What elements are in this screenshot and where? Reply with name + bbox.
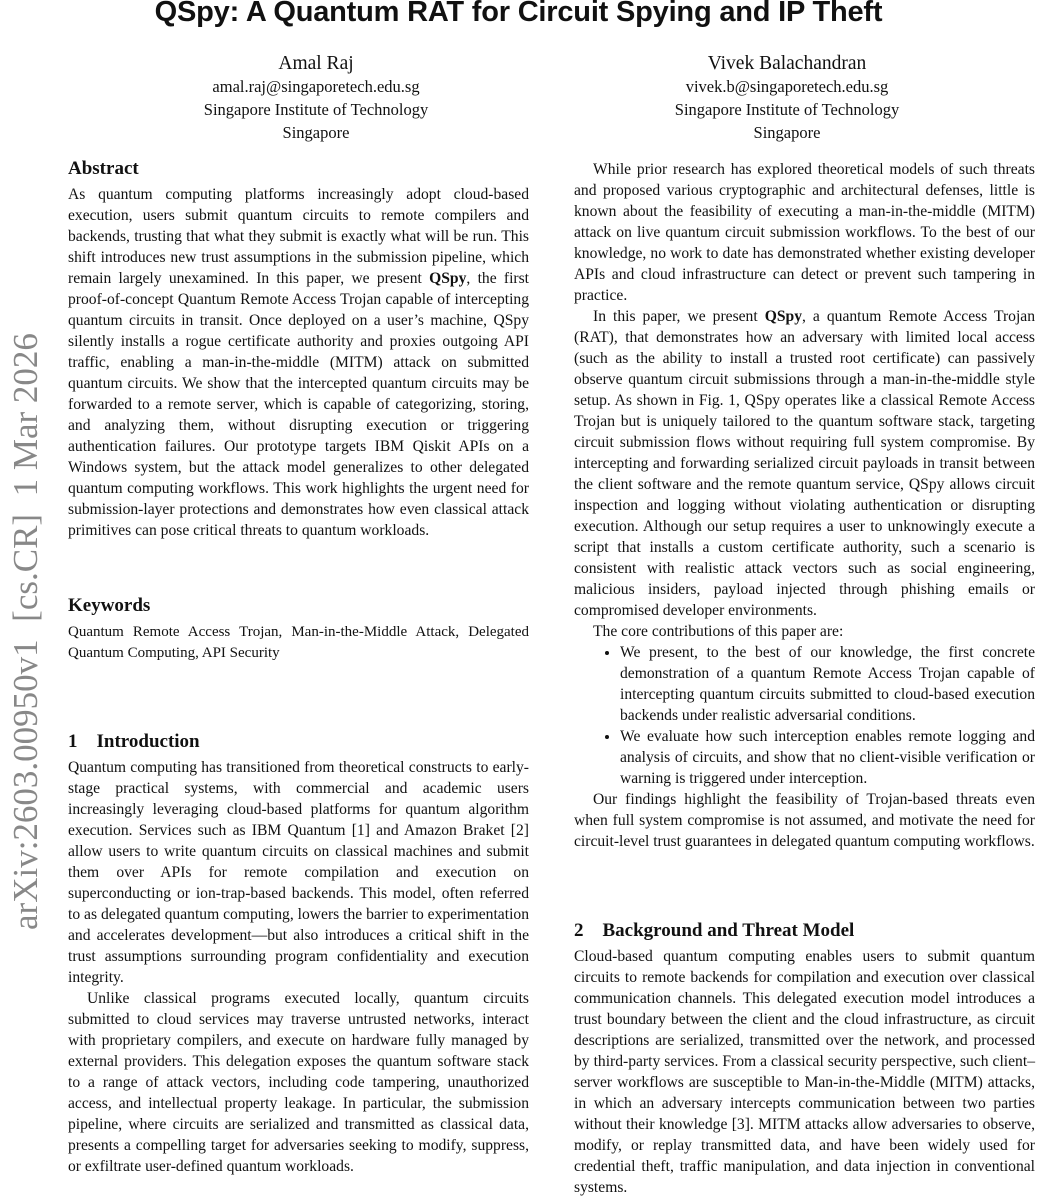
contributions-list: [574, 642, 1035, 789]
qspy-bold: QSpy: [764, 308, 802, 325]
author-country: Singapore: [753, 123, 821, 142]
intro-paragraph: The core contributions of this paper are:: [593, 623, 844, 640]
abstract-heading: Abstract: [68, 158, 139, 179]
author-block-1: [106, 52, 526, 144]
contribution-item: • We present, to the best of our knowledge, the first concrete demonstration of a quantum Remote Access Trojan capable of intercepting quantum circuits submitted to cloud-based execution backends under realistic adversarial conditions.: [620, 642, 1035, 726]
contribution-item: • We evaluate how such interception enables remote logging and analysis of circuits, and show that no client-visible verification or warning is triggered under interception.: [620, 726, 1035, 789]
intro-paragraph: Unlike classical programs executed locally, quantum circuits submitted to cloud services may traverse untrusted networks, interact with proprietary compilers, and execute on hardware fully managed by external providers. This delegation exposes the quantum software stack to a range of attack vectors, including code tampering, unauthorized access, and intellectual property leakage. In particular, the submission pipeline, where circuits are serialized and transmitted as classical data, presents a compelling target for adversaries seeking to modify, suppress, or exfiltrate user-defined quantum workloads.: [68, 990, 529, 1175]
abstract-text-part: As quantum computing platforms increasingly adopt cloud-based execution, users submit quantum circuits to remote compilers and backends, trusting that what they submit is exactly what will be run. This shift introduces new trust assumptions in the submission pipeline, which remain largely unexamined. In this paper, we present: [68, 186, 529, 287]
keywords-heading: Keywords: [68, 595, 151, 616]
intro-paragraph: Our findings highlight the feasibility of Trojan-based threats even when full system compromise is not assumed, and motivate the need for circuit-level trust guarantees in delegated quantum computing workflows.: [574, 791, 1035, 850]
qspy-bold: QSpy: [429, 270, 467, 287]
abstract-text-part: , the first proof-of-concept Quantum Remote Access Trojan capable of intercepting quantum circuits in transit. Once deployed on a user’s machine, QSpy silently installs a rogue certificate authority and proxies outgoing API traffic, enabling a man-in-the-middle (MITM) attack on submitted quantum circuits. We show that the intercepted quantum circuits may be forwarded to a remote server, which is capable of categorizing, storing, and analyzing them, without disrupting execution or triggering authentication failures. Our prototype targets IBM Qiskit APIs on a Windows system, but the attack model generalizes to other delegated quantum computing workflows. This work highlights the urgent need for submission-layer protections and demonstrates how even classical attack primitives can pose critical threats to quantum workloads.: [68, 270, 529, 539]
author-name: Vivek Balachandran: [707, 53, 867, 74]
keywords-section: [68, 594, 529, 664]
author-name: Amal Raj: [278, 53, 354, 74]
author-country: Singapore: [282, 123, 350, 142]
intro-paragraph: [574, 306, 1035, 621]
intro-paragraph: While prior research has explored theoretical models of such threats and proposed various cryptographic and architectural defenses, little is known about the feasibility of executing a man-in-the-middle (MITM) attack on live quantum circuit submission workflows. To the best of our knowledge, no work to date has demonstrated whether existing developer APIs and cloud infrastructure can detect or prevent such tampering in practice.: [574, 161, 1035, 304]
background-paragraph: Cloud-based quantum computing enables users to submit quantum circuits to remote backends for compilation and execution over classical communication channels. This delegated execution model introduces a trust boundary between the client and the cloud infrastructure, as circuit descriptions are serialized, transmitted over the network, and processed by third-party services. From a classical security perspective, such client–server workflows are susceptible to Man-in-the-Middle (MITM) attacks, in which an adversary intercepts communication between two parties without their knowledge [3]. MITM attacks allow adversaries to observe, modify, or replay transmitted data, and have been widely used for credential theft, traffic manipulation, and data injection in conventional systems.: [574, 948, 1035, 1196]
abstract-text: [68, 184, 529, 541]
intro-text-part: In this paper, we present: [593, 308, 765, 325]
introduction-continued: [574, 159, 1035, 852]
author-email: vivek.b@singaporetech.edu.sg: [685, 77, 889, 96]
arxiv-stamp: arXiv:2603.00950v1 [cs.CR] 1 Mar 2026: [6, 333, 45, 930]
background-heading: 2 Background and Threat Model: [574, 920, 855, 941]
introduction-section: [68, 730, 529, 1177]
paper-title: QSpy: A Quantum RAT for Circuit Spying and IP Theft: [154, 0, 883, 28]
keywords-text: Quantum Remote Access Trojan, Man-in-the-Middle Attack, Delegated Quantum Computing, API Security: [68, 624, 529, 661]
abstract-section: [68, 157, 529, 541]
background-section: [574, 919, 1035, 1198]
author-affiliation: Singapore Institute of Technology: [674, 100, 900, 119]
introduction-heading: 1 Introduction: [68, 731, 200, 752]
intro-paragraph: Quantum computing has transitioned from theoretical constructs to early-stage practical systems, with commercial and academic users increasingly leveraging cloud-based platforms for quantum algorithm execution. Services such as IBM Quantum [1] and Amazon Braket [2] allow users to write quantum circuits on classical machines and submit them over APIs for remote compilation and execution on superconducting or ion-trap-based backends. This model, often referred to as delegated quantum computing, lowers the barrier to experimentation and accelerates development—but also introduces a critical shift in the trust assumptions surrounding program confidentiality and execution integrity.: [68, 759, 529, 986]
author-email: amal.raj@singaporetech.edu.sg: [212, 77, 420, 96]
intro-text-part: , a quantum Remote Access Trojan (RAT), that demonstrates how an adversary with limited local access (such as the ability to install a trusted root certificate) can passively observe quantum circuit submissions through a man-in-the-middle style setup. As shown in Fig. 1, QSpy operates like a classical Remote Access Trojan but is uniquely tailored to the quantum software stack, targeting circuit submission flows without requiring full system compromise. By intercepting and forwarding serialized circuit payloads in transit between the client software and the remote quantum service, QSpy allows circuit inspection and logging without violating authentication or disrupting execution. Although our setup requires a user to unknowingly execute a script that installs a custom certificate authority, such a scenario is consistent with realistic attack vectors such as social engineering, malicious insiders, payload injected through phishing emails or compromised developer environments.: [574, 308, 1035, 619]
author-block-2: [577, 52, 997, 144]
author-affiliation: Singapore Institute of Technology: [203, 100, 429, 119]
